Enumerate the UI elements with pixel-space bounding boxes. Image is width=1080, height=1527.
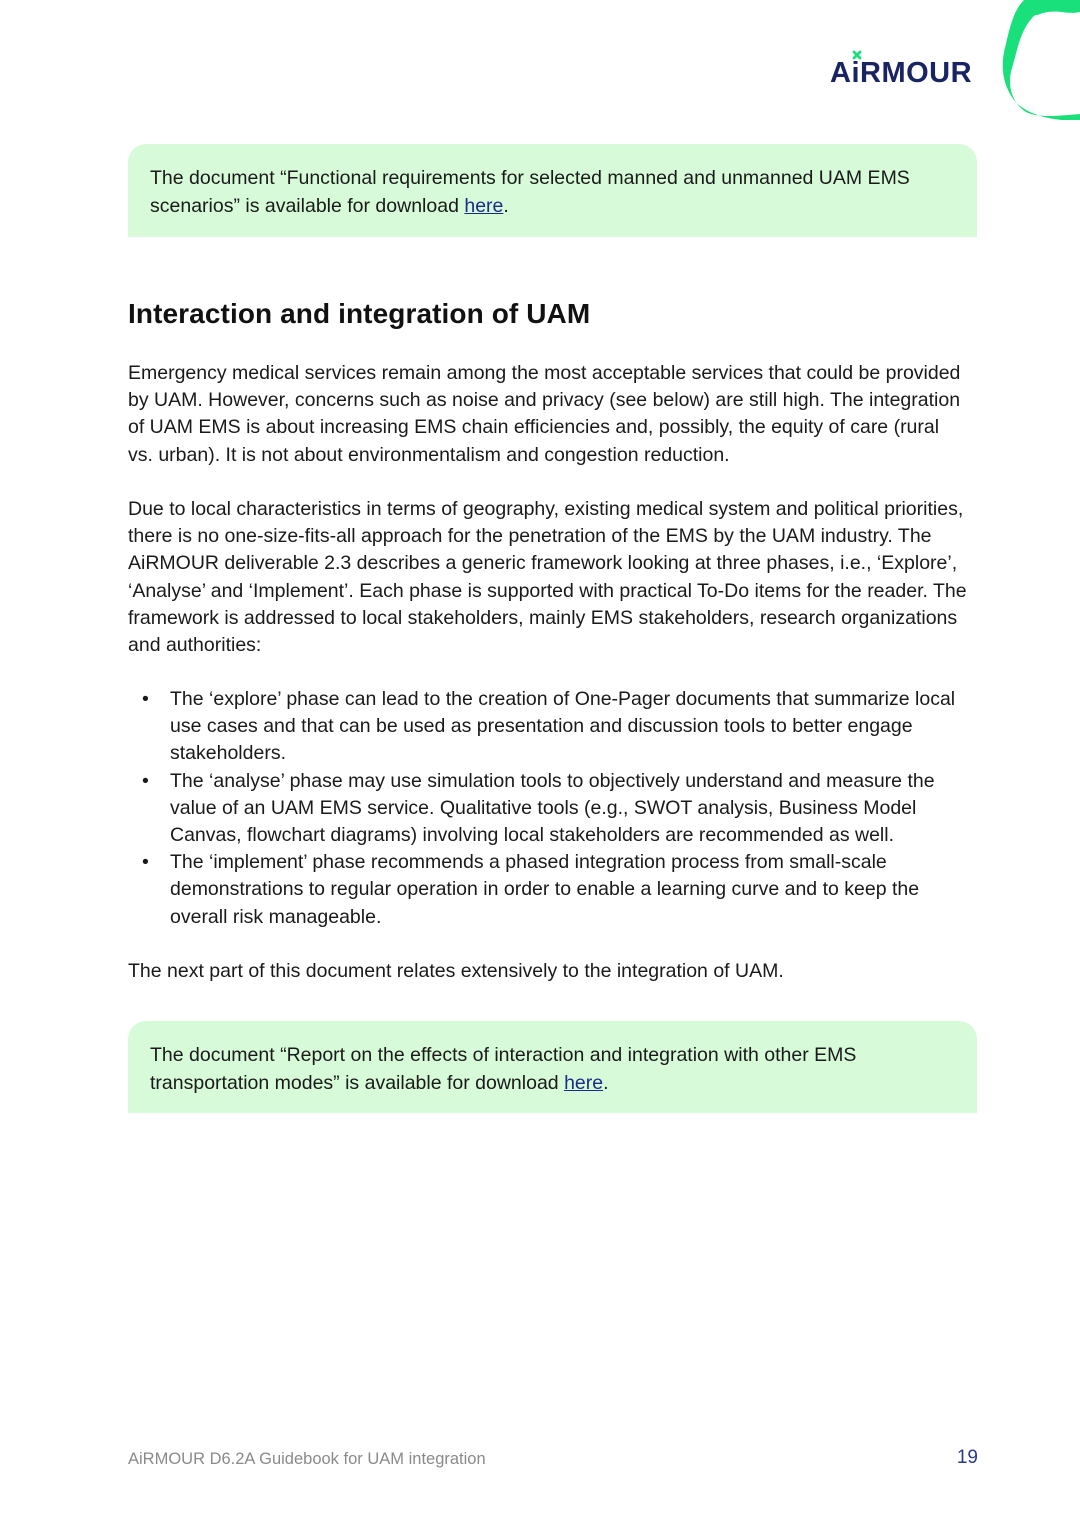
bullet-icon: •: [142, 769, 149, 792]
download-link-functional-requirements[interactable]: here: [464, 195, 504, 217]
list-item-text: The ‘implement’ phase recommends a phased integration process from small-scale demonstrations to regular operation in order to enable a learning curve and to keep the overall risk manageable.: [170, 851, 920, 928]
paragraph-framework: Due to local characteristics in terms of geography, existing medical system and political priorities, there is no one-size-fits-all approach for the penetration of the EMS by the UAM industry. The AiRMOUR deliverable 2.3 describes a generic framework looking at three phases, i.e., ‘Explore’, ‘Analyse’ and ‘Implement’. Each phase is supported with practical To-Do items for the reader. The framework is addressed to local stakeholders, mainly EMS stakeholders, research organizations and authorities:: [128, 498, 967, 657]
callout-text: The document “Functional requirements for selected manned and unmanned UAM EMS scenarios” is available for download: [150, 167, 910, 217]
download-callout-functional-requirements: [128, 144, 977, 237]
download-callout-interaction-report: [128, 1021, 977, 1113]
page-number: 19: [956, 1447, 978, 1468]
list-item: [128, 768, 978, 850]
list-item: [128, 686, 978, 768]
download-link-interaction-report[interactable]: here: [564, 1072, 604, 1094]
bullet-icon: •: [142, 851, 149, 874]
section-title: Interaction and integration of UAM: [128, 298, 591, 329]
list-item-text: The ‘analyse’ phase may use simulation tools to objectively understand and measure the value of an UAM EMS service. Qualitative tools (e.g., SWOT analysis, Business Model Canvas, flowchart diagrams) involving local stakeholders are recommended as well.: [170, 769, 935, 847]
list-item-text: The ‘explore’ phase can lead to the creation of One-Pager documents that summarize local use cases and that can be used as presentation and discussion tools to better engage stakeholders.: [170, 688, 956, 765]
logo-wordmark: AiRMOUR: [830, 57, 973, 88]
callout-text: The document “Report on the effects of interaction and integration with other EMS transportation modes” is available for download: [150, 1044, 857, 1094]
callout-text-end: .: [603, 1072, 609, 1094]
list-item: [128, 849, 978, 931]
bullet-icon: •: [142, 688, 149, 710]
paragraph-next-part: The next part of this document relates extensively to the integration of UAM.: [128, 960, 784, 982]
paragraph-ems-acceptance: Emergency medical services remain among the most acceptable services that could be provided by UAM. However, concerns such as noise and privacy (see below) are still high. The integration of UAM EMS is about increasing EMS chain efficiencies and, possibly, the equity of care (rural vs. urban). It is not about environmentalism and congestion reduction.: [128, 362, 961, 466]
airmour-logo: [830, 50, 980, 88]
phase-bullet-list: [128, 686, 978, 931]
footer-document-title: AiRMOUR D6.2A Guidebook for UAM integration: [128, 1450, 486, 1468]
callout-text-end: .: [503, 195, 509, 217]
